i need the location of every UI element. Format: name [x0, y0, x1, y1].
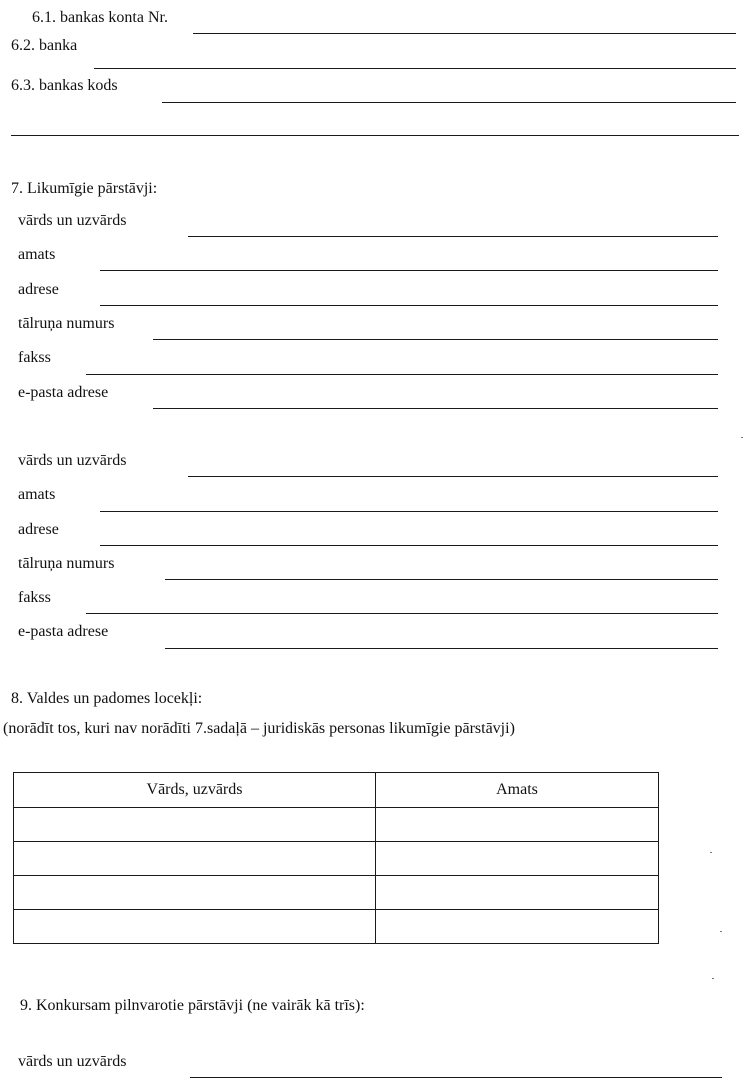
bank-code-field[interactable]	[162, 102, 736, 103]
table-cell-position[interactable]	[376, 876, 659, 910]
bank-code-label: 6.3. bankas kods	[11, 77, 118, 94]
authorized-name-field[interactable]	[190, 1077, 722, 1078]
table-cell-name[interactable]	[14, 910, 376, 944]
table-cell-position[interactable]	[376, 842, 659, 876]
rep1-email-label: e-pasta adrese	[18, 384, 109, 401]
rep2-position-field[interactable]	[100, 511, 718, 512]
table-cell-name[interactable]	[14, 876, 376, 910]
rep2-email-label: e-pasta adrese	[18, 623, 109, 640]
column-header-position: Amats	[376, 773, 659, 808]
rep1-name-label: vārds un uzvārds	[18, 212, 127, 229]
rep1-fax-field[interactable]	[86, 374, 718, 375]
table-header-row	[14, 773, 659, 808]
rep1-address-field[interactable]	[100, 305, 718, 306]
rep2-fax-field[interactable]	[86, 613, 718, 614]
rep2-phone-label: tālruņa numurs	[18, 555, 115, 572]
table-cell-name[interactable]	[14, 808, 376, 842]
board-members-table	[13, 772, 659, 944]
representatives-heading: 7. Likumīgie pārstāvji:	[11, 180, 158, 197]
bank-name-field[interactable]	[94, 68, 736, 69]
board-note: (norādīt tos, kuri nav norādīti 7.sadaļā – juridiskās personas likumīgie pārstāvji)	[3, 720, 515, 737]
rep1-name-field[interactable]	[188, 236, 718, 237]
rep2-address-label: adrese	[18, 521, 59, 538]
board-heading: 8. Valdes un padomes locekļi:	[11, 690, 203, 707]
table-row	[14, 808, 659, 842]
table-cell-position[interactable]	[376, 910, 659, 944]
table-row	[14, 842, 659, 876]
rep1-email-field[interactable]	[153, 408, 718, 409]
rep2-name-label: vārds un uzvārds	[18, 452, 127, 469]
table-cell-name[interactable]	[14, 842, 376, 876]
rep1-position-field[interactable]	[100, 270, 718, 271]
bank-account-field[interactable]	[193, 33, 736, 34]
rep2-email-field[interactable]	[165, 648, 718, 649]
extra-line-field[interactable]	[11, 135, 739, 136]
authorized-heading: 9. Konkursam pilnvarotie pārstāvji (ne vairāk kā trīs):	[20, 997, 365, 1014]
bank-account-label: 6.1. bankas konta Nr.	[32, 9, 168, 26]
rep1-address-label: adrese	[18, 281, 59, 298]
rep2-position-label: amats	[18, 486, 56, 503]
scan-speck	[712, 978, 714, 979]
scan-speck	[710, 852, 712, 853]
column-header-name: Vārds, uzvārds	[14, 773, 376, 808]
authorized-name-label: vārds un uzvārds	[18, 1053, 127, 1070]
rep2-fax-label: fakss	[18, 589, 51, 606]
scan-speck	[741, 437, 743, 438]
table-row	[14, 876, 659, 910]
rep1-phone-field[interactable]	[153, 339, 718, 340]
rep1-phone-label: tālruņa numurs	[18, 315, 115, 332]
rep1-fax-label: fakss	[18, 349, 51, 366]
scan-speck	[720, 931, 722, 932]
rep2-phone-field[interactable]	[165, 579, 718, 580]
table-cell-position[interactable]	[376, 808, 659, 842]
table-row	[14, 910, 659, 944]
rep2-address-field[interactable]	[100, 545, 718, 546]
rep1-position-label: amats	[18, 246, 56, 263]
bank-name-label: 6.2. banka	[11, 37, 78, 54]
rep2-name-field[interactable]	[188, 476, 718, 477]
